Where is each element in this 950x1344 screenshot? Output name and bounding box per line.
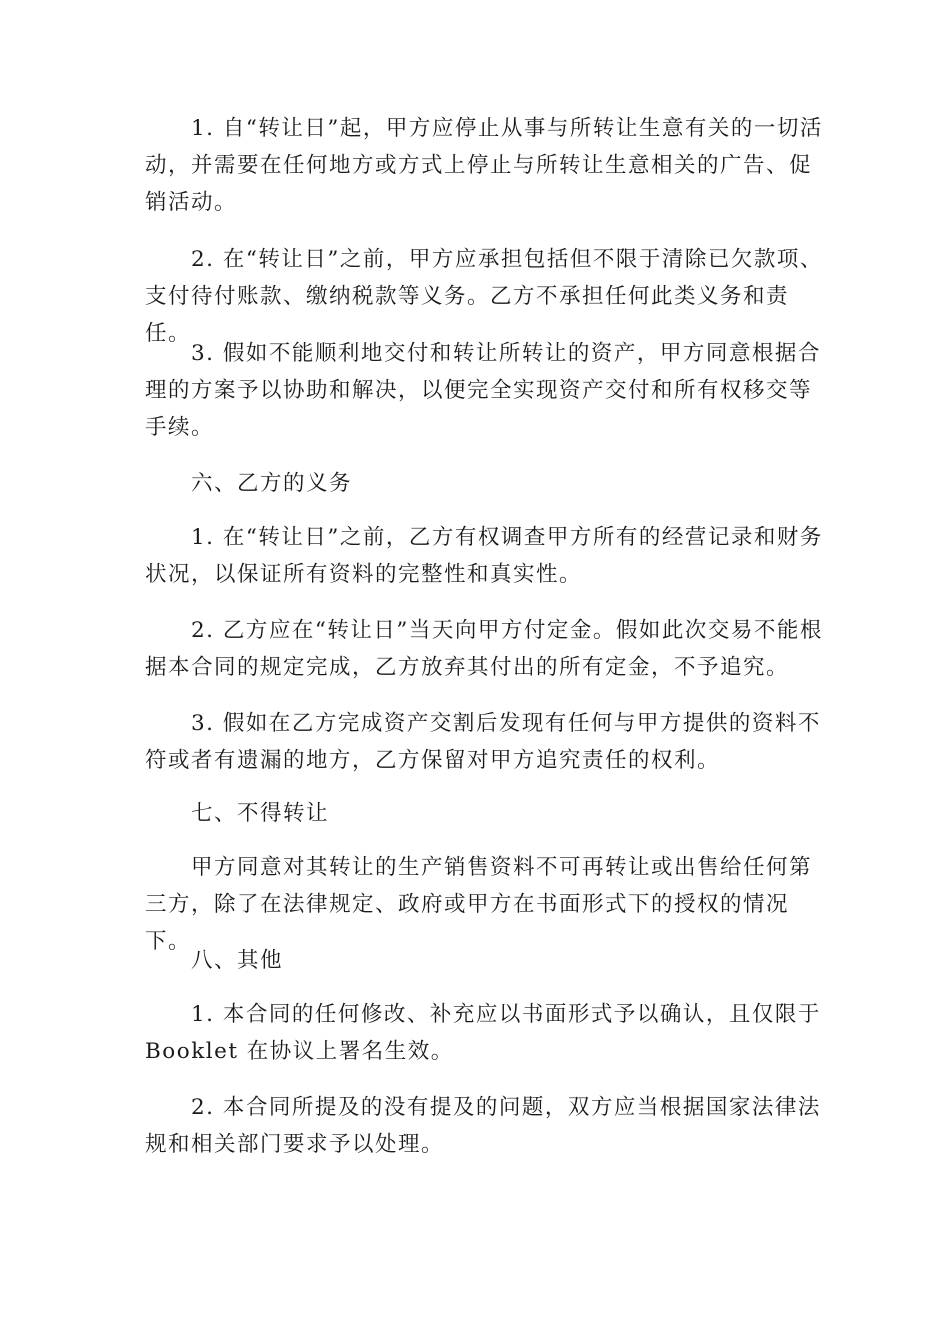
paragraph-obligation-1: 1. 自“转让日”起，甲方应停止从事与所转让生意有关的一切活动，并需要在任何地方或方式上停止与所转让生意相关的广告、促销活动。	[145, 116, 823, 215]
paragraph-party-b-2: 2. 乙方应在“转让日”当天向甲方付定金。假如此次交易不能根据本合同的规定完成，乙方放弃其付出的所有定金，不予追究。	[145, 618, 823, 680]
paragraph-other-1: 1. 本合同的任何修改、补充应以书面形式予以确认，且仅限于Booklet 在协议上署名生效。	[145, 1002, 821, 1064]
paragraph-no-transfer: 甲方同意对其转让的生产销售资料不可再转让或出售给任何第三方，除了在法律规定、政府或甲方在书面形式下的授权的情况下。	[145, 855, 813, 954]
paragraph-other-2: 2. 本合同所提及的没有提及的问题，双方应当根据国家法律法规和相关部门要求予以处理。	[145, 1095, 821, 1157]
section-heading-no-transfer: 七、不得转让	[191, 801, 330, 826]
paragraph-party-b-3: 3. 假如在乙方完成资产交割后发现有任何与甲方提供的资料不符或者有遗漏的地方，乙方保留对甲方追究责任的权利。	[145, 711, 821, 773]
section-heading-other: 八、其他	[191, 948, 284, 973]
paragraph-party-b-1: 1. 在“转让日”之前，乙方有权调查甲方所有的经营记录和财务状况，以保证所有资料的完整性和真实性。	[145, 525, 823, 587]
section-heading-party-b-obligations: 六、乙方的义务	[191, 471, 353, 496]
paragraph-obligation-2: 2. 在“转让日”之前，甲方应承担包括但不限于清除已欠款项、支付待付账款、缴纳税款等义务。乙方不承担任何此类义务和责任。	[145, 247, 823, 346]
paragraph-obligation-3: 3. 假如不能顺利地交付和转让所转让的资产，甲方同意根据合理的方案予以协助和解决，以便完全实现资产交付和所有权移交等手续。	[145, 341, 821, 440]
